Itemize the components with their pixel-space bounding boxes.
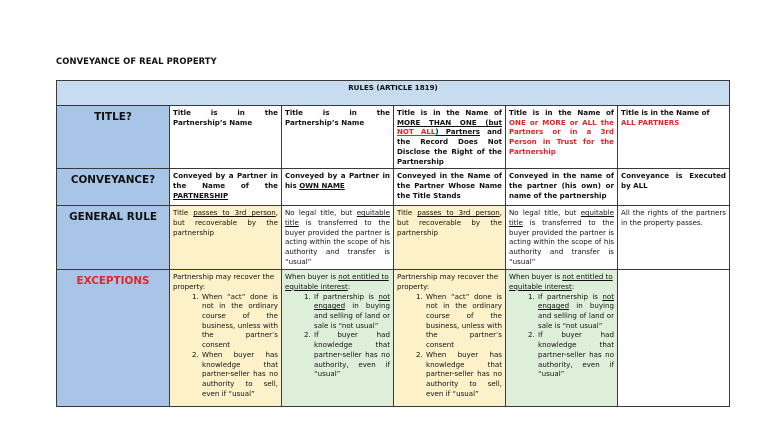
title-cell-3-text: Title is in the Name of [397,108,502,117]
intro-c: : [347,281,351,291]
general-cell-2-c: is transferred to the buyer provided the partner is acting within the scope of his authority and transfer is “usual” [285,217,390,266]
general-cell-1-a: Title [173,208,194,218]
intro-a: When buyer is [285,272,339,282]
title-cell-2: Title is in the Partnership’s Name [282,106,394,169]
title-cell-4-red: ONE or MORE or ALL the Partners or in a 3rd Person in Trust for the Partnership [509,117,614,156]
conveyance-cell-1 [170,169,282,206]
conveyance-cell-3: Conveyed in the Name of the Partner Whose Name the Title Stands [394,169,506,206]
title-cell-3-more: MORE THAN ONE (but [397,117,502,127]
title-cell-3-rest: and the Record Does Not Disclose the Right of the Partnership [397,127,503,166]
row-head-conveyance: CONVEYANCE? [57,169,170,206]
exceptions-cell-3 [394,270,506,407]
exceptions-cell-4-intro [509,272,614,291]
exceptions-cell-2-intro [285,272,390,291]
conveyance-cell-2-text: Conveyed by a Partner in his [285,171,390,190]
table-row [57,106,730,169]
general-cell-3-a: Title [397,208,418,218]
exceptions-cell-5 [618,270,730,407]
conveyance-cell-1-text: Conveyed by a Partner in the Name of the [173,171,278,190]
general-cell-4-ul: equitable title [509,208,614,227]
table-row [57,270,730,407]
general-cell-1 [170,206,282,270]
row-head-title: TITLE? [57,106,170,169]
item1-c: in buying and selling of land or sale is “not usual” [314,301,390,330]
title-cell-5-text: Title is in the Name of [621,108,710,117]
list-item: 2. When buyer has knowledge that partner-seller has no authority to sell, even if “usual” [425,350,502,399]
conveyance-cell-2 [282,169,394,206]
item1-c: in buying and selling of land or sale is “not usual” [538,301,614,330]
table-title: RULES (ARTICLE 1819) [57,81,730,106]
general-cell-2-a: No legal title, but [285,208,357,218]
general-cell-1-c: , but recoverable by the partnership [173,208,278,237]
exceptions-cell-4 [506,270,618,407]
item1-ul: not engaged [538,291,614,311]
general-cell-3 [394,206,506,270]
intro-c: : [571,281,575,291]
list-item: 2. When buyer has knowledge that partner-seller has no authority to sell, even if “usual” [201,350,278,399]
title-cell-5-red: ALL PARTNERS [621,117,680,127]
general-cell-3-c: , but recoverable by the partnership [397,208,502,237]
conveyance-cell-5: Conveyance is Executed by ALL [618,169,730,206]
row-head-exceptions: EXCEPTIONS [57,270,170,407]
item1-a: If partnership is [314,291,379,301]
list-item: 1. When “act” done is not in the ordinary course of the business, unless with the partner’s consent [201,292,278,350]
conveyance-cell-1-ul: PARTNERSHIP [173,190,229,200]
row-head-general-rule: GENERAL RULE [57,206,170,270]
intro-ul: not entitled to equitable interest [509,272,613,291]
general-cell-2-ul: equitable title [285,208,390,227]
general-cell-4-a: No legal title, but [509,208,581,218]
list-item: 2. If buyer had knowledge that partner-seller has no authority, even if “usual” [313,330,390,379]
title-cell-4-text: Title is in the Name of [509,108,614,117]
general-cell-2 [282,206,394,270]
item1-ul: not engaged [314,291,390,311]
intro-a: When buyer is [509,272,563,282]
list-item: 1. When “act” done is not in the ordinary course of the business, unless with the partner’s consent [425,292,502,350]
rules-table [56,80,730,407]
page-title: CONVEYANCE OF REAL PROPERTY [56,56,217,66]
list-item: 2. If buyer had knowledge that partner-seller has no authority, even if “usual” [537,330,614,379]
table-row [57,169,730,206]
conveyance-cell-2-ul: OWN NAME [299,180,345,190]
item1-a: If partnership is [538,291,603,301]
exceptions-cell-2 [282,270,394,407]
title-cell-3-partners: ) Partners [435,127,481,137]
general-cell-4-c: is transferred to the buyer provided the partner is acting within the scope of his authority and transfer is “usual” [509,217,614,266]
title-cell-3-notall: NOT ALL [397,127,436,137]
general-cell-5: All the rights of the partners in the property passes. [618,206,730,270]
intro-ul: not entitled to equitable interest [285,272,389,291]
exceptions-cell-1-intro: Partnership may recover the property: [173,272,275,291]
exceptions-cell-1 [170,270,282,407]
title-cell-3 [394,106,506,169]
title-cell-4 [506,106,618,169]
conveyance-cell-4: Conveyed in the name of the partner (his own) or name of the partnership [506,169,618,206]
general-cell-1-ul: passes to 3rd person [193,208,276,218]
table-row [57,206,730,270]
title-cell-5 [618,106,730,169]
list-item [313,292,390,331]
title-cell-1: Title is in the Partnership’s Name [170,106,282,169]
general-cell-4 [506,206,618,270]
list-item [537,292,614,331]
exceptions-cell-3-intro: Partnership may recover the property: [397,272,499,291]
general-cell-3-ul: passes to 3rd person [417,208,500,218]
